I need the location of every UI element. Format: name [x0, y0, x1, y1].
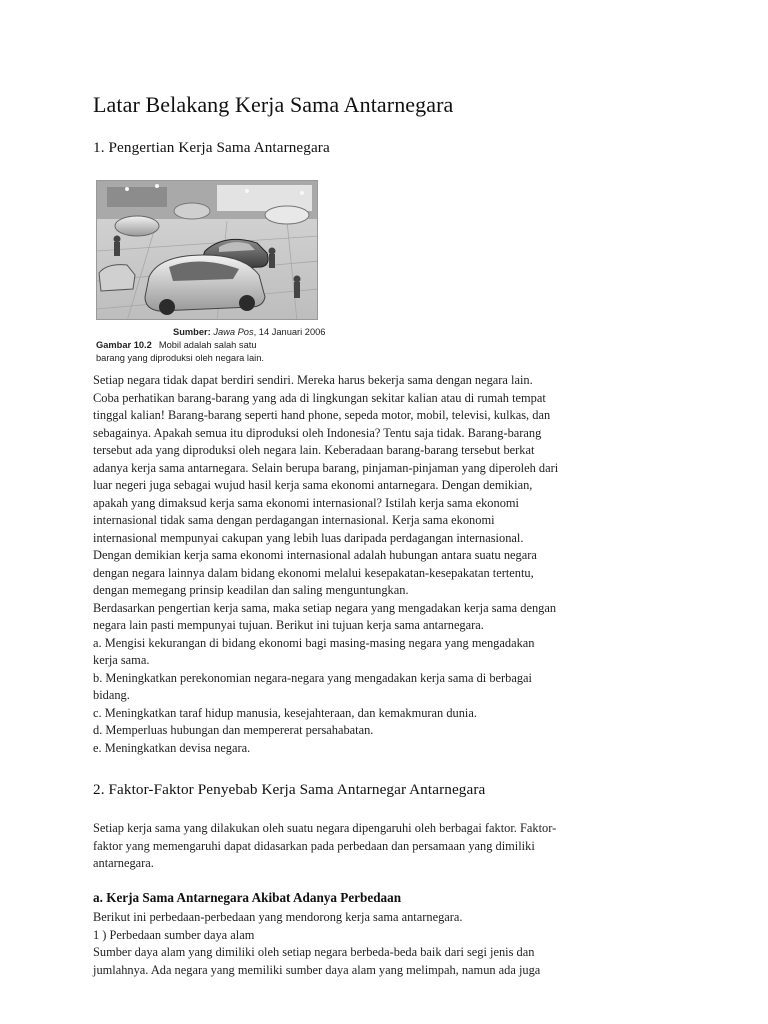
list-item-continued: kerja sama.: [93, 653, 150, 667]
figure-caption: [96, 326, 336, 365]
section-1-heading: 1. Pengertian Kerja Sama Antarnegara: [93, 139, 330, 156]
text-line: Setiap kerja sama yang dilakukan oleh suatu negara dipengaruhi oleh berbagai faktor. Faktor-: [93, 821, 557, 835]
figure-caption-line-1: Gambar 10.2 Mobil adalah salah satu: [96, 340, 257, 350]
text-line: apakah yang dimaksud kerja sama ekonomi internasional? Istilah kerja sama ekonomi: [93, 495, 519, 510]
subsection-a-body: [93, 909, 693, 979]
figure-source: [96, 326, 336, 339]
text-line: dengan negara lainnya dalam bidang ekonomi melalui kesepakatan-kesepakatan tertentu,: [93, 565, 534, 580]
car-showroom-photo: [96, 180, 318, 320]
text-line: antarnegara.: [93, 856, 154, 870]
list-item: e. Meningkatkan devisa negara.: [93, 740, 251, 755]
text-line: dengan memegang prinsip keadilan dan saling menguntungkan.: [93, 583, 409, 597]
text-line: internasional tidak sama dengan perdagangan internasional. Kerja sama ekonomi: [93, 513, 495, 527]
text-line: luar negeri juga sebagai wujud hasil kerja sama ekonomi antarnegara. Dengan demikian,: [93, 478, 533, 492]
text-line: 1 ) Perbedaan sumber daya alam: [93, 927, 255, 942]
list-item: c. Meningkatkan taraf hidup manusia, kesejahteraan, dan kemakmuran dunia.: [93, 705, 477, 720]
text-line: tersebut ada yang diproduksi oleh negara lain. Keberadaan barang-barang tersebut berkat: [93, 443, 535, 457]
text-line: Berdasarkan pengertian kerja sama, maka setiap negara yang mengadakan kerja sama dengan: [93, 600, 557, 615]
text-line: sebagainya. Apakah semua itu diproduksi oleh Indonesia? Tentu saja tidak. Barang-barang: [93, 425, 542, 440]
text-line: internasional mempunyai cakupan yang lebih luas daripada perdagangan internasional.: [93, 530, 524, 545]
text-line: Coba perhatikan barang-barang yang ada di lingkungan sekitar kalian atau di rumah tempat: [93, 390, 546, 405]
figure-caption-line-2: barang yang diproduksi oleh negara lain.: [96, 353, 264, 363]
text-line: Sumber daya alam yang dimiliki oleh setiap negara berbeda-beda baik dari segi jenis dan: [93, 945, 535, 959]
source-publication: Jawa Pos: [213, 327, 254, 337]
text-line: tinggal kalian! Barang-barang seperti hand phone, sepeda motor, mobil, televisi, kulkas, dan: [93, 408, 551, 422]
text-line: faktor yang memengaruhi dapat didasarkan pada perbedaan dan persamaan yang dimiliki: [93, 838, 535, 853]
text-line: negara lain pasti mempunyai tujuan. Berikut ini tujuan kerja sama antarnegara.: [93, 618, 484, 632]
list-item: d. Memperluas hubungan dan mempererat persahabatan.: [93, 723, 374, 737]
subsection-a-heading: a. Kerja Sama Antarnegara Akibat Adanya Perbedaan: [93, 890, 402, 905]
page-title: Latar Belakang Kerja Sama Antarnegara: [93, 92, 454, 117]
figure-car-showroom: [96, 180, 326, 370]
source-label: Sumber:: [173, 327, 211, 337]
section-2-intro: [93, 820, 693, 873]
source-date: , 14 Januari 2006: [253, 327, 326, 337]
text-line: Setiap negara tidak dapat berdiri sendiri. Mereka harus bekerja sama dengan negara lain.: [93, 373, 533, 387]
figure-number: Gambar 10.2: [96, 340, 152, 350]
section-1-body: [93, 372, 693, 757]
text-line: adanya kerja sama antarnegara. Selain berupa barang, pinjaman-pinjaman yang diperoleh dari: [93, 460, 559, 475]
list-item: a. Mengisi kekurangan di bidang ekonomi bagi masing-masing negara yang mengadakan: [93, 635, 535, 650]
text-line: Berikut ini perbedaan-perbedaan yang mendorong kerja sama antarnegara.: [93, 910, 463, 924]
list-item-continued: bidang.: [93, 688, 130, 702]
section-2-heading: 2. Faktor-Faktor Penyebab Kerja Sama Antarnegar Antarnegara: [93, 781, 486, 798]
list-item: b. Meningkatkan perekonomian negara-negara yang mengadakan kerja sama di berbagai: [93, 670, 532, 685]
text-line: jumlahnya. Ada negara yang memiliki sumber daya alam yang melimpah, namun ada juga: [93, 962, 541, 977]
text-line: Dengan demikian kerja sama ekonomi internasional adalah hubungan antara suatu negara: [93, 548, 537, 562]
